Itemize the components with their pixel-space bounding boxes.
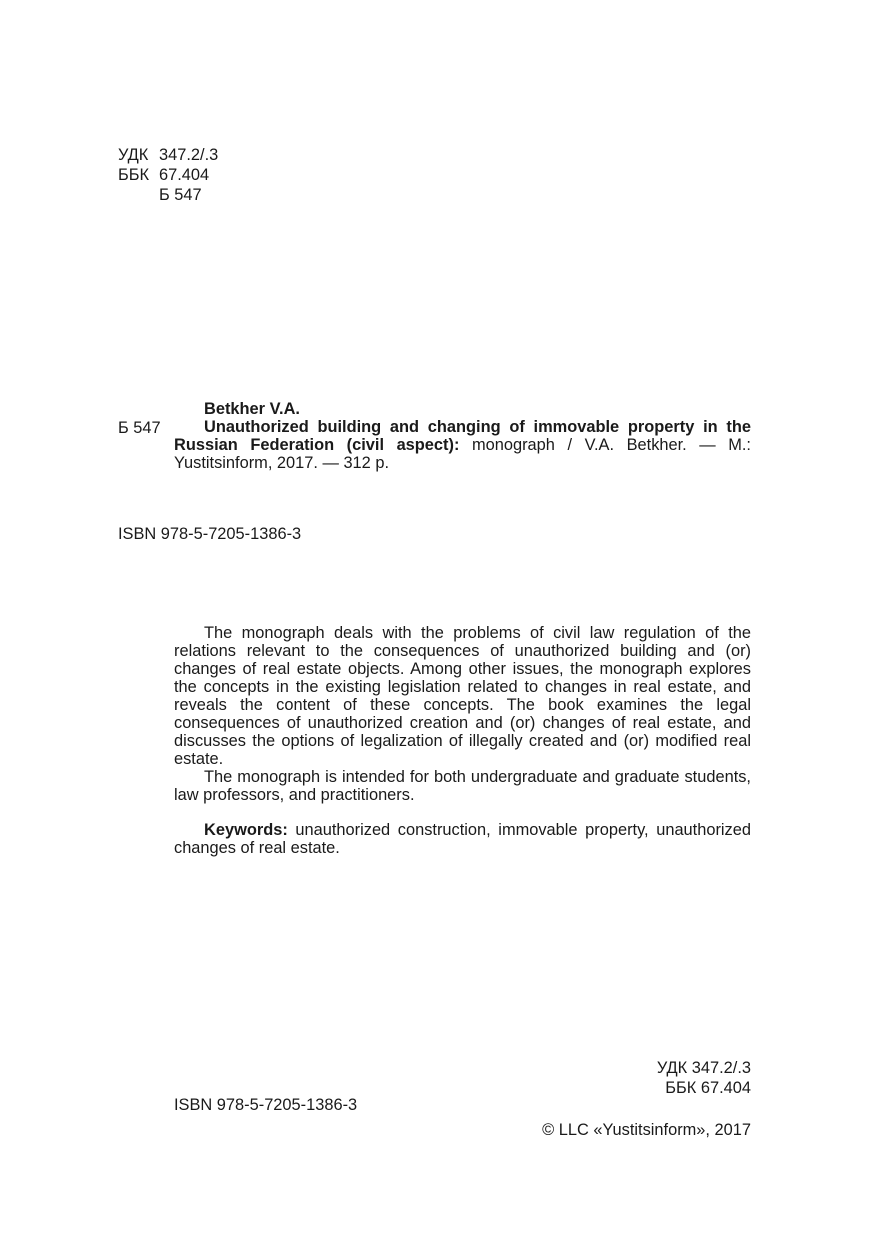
udk-value: 347.2/.3	[159, 146, 219, 164]
udk-line	[118, 146, 218, 164]
abstract	[174, 624, 751, 857]
isbn-top: ISBN 978-5-7205-1386-3	[118, 525, 302, 543]
bottom-bbk: ББК 67.404	[665, 1079, 751, 1097]
keywords-text: unauthorized construction, immovable property, unauthorized changes of real estate.	[174, 821, 751, 857]
abstract-paragraph-1: The monograph deals with the problems of civil law regulation of the relations relevant to the consequences of unauthorized building and (or) changes of real estate objects. Among other issues, the monograph explores the concepts in the existing legislation related to changes in real estate, and reveals the content of these concepts. The book examines the legal consequences of unauthorized creation and (or) changes of real estate, and discusses the options of legalization of illegally created and (or) modified real estate.	[174, 624, 751, 768]
publication-details: monograph / V.A. Betkher. — M.: Yustitsinform, 2017. — 312 p.	[174, 436, 751, 472]
abstract-paragraph-2: The monograph is intended for both undergraduate and graduate students, law professors, and practitioners.	[174, 768, 751, 804]
author-name: Betkher V.A.	[204, 400, 300, 418]
bottom-isbn: ISBN 978-5-7205-1386-3	[174, 1096, 358, 1114]
bbk-line	[118, 166, 209, 184]
bibliographic-entry	[174, 400, 751, 472]
bottom-udk: УДК 347.2/.3	[656, 1059, 751, 1077]
book-title: Unauthorized building and changing of immovable property in the Russian Federation (civil aspect):	[174, 418, 751, 454]
keywords-label: Keywords:	[204, 821, 288, 839]
udk-label: УДК	[118, 146, 149, 164]
bbk-label: ББК	[118, 166, 150, 184]
author-mark: Б 547	[159, 186, 202, 204]
keywords	[174, 821, 751, 857]
bbk-value: 67.404	[159, 166, 210, 184]
entry-side-mark: Б 547	[118, 419, 161, 437]
copyright-line: © LLC «Yustitsinform», 2017	[542, 1121, 751, 1139]
